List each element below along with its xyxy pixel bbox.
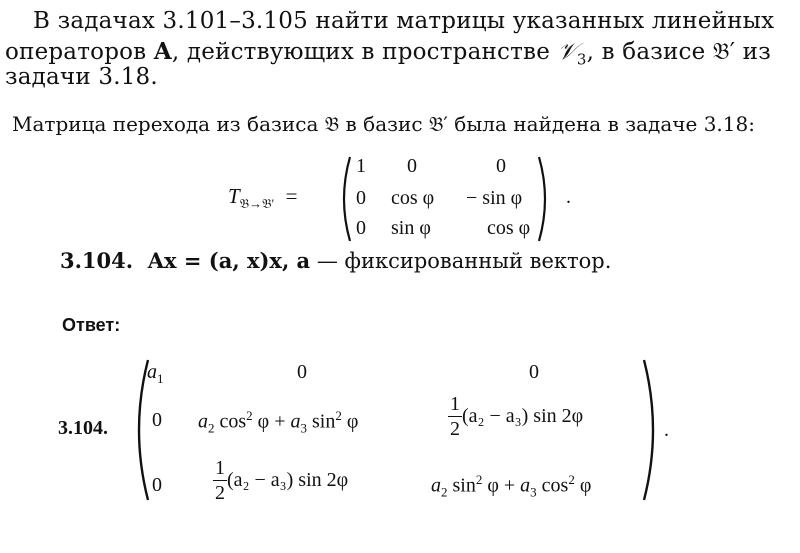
fraction-numerator: 1 <box>215 457 225 479</box>
basis-symbol: 𝔅′ <box>712 39 736 65</box>
t-cell-3-1: 0 <box>356 217 366 239</box>
right-paren-icon <box>537 155 553 243</box>
intro-text: , в базисе <box>586 39 713 65</box>
basis-symbol: 𝔅′ <box>428 112 448 136</box>
intro-text: из <box>735 39 771 65</box>
fraction-numerator: 1 <box>450 393 460 415</box>
a-cell-3-2 <box>213 458 348 503</box>
t-cell-2-3: − sin φ <box>466 187 523 209</box>
intro-line-3: задачи 3.18. <box>5 64 158 90</box>
expr-part: φ + <box>482 474 521 497</box>
t-cell-1-1: 1 <box>356 155 366 177</box>
t-cell-1-2: 0 <box>407 155 417 177</box>
matrix-subscript: 𝔅→𝔅′ <box>239 196 275 212</box>
a-cell-1-1 <box>147 361 164 387</box>
expr-part: φ + <box>252 410 291 433</box>
one-half-fraction <box>448 394 462 439</box>
space-symbol: 𝒱 <box>557 39 577 65</box>
func-cos: cos <box>536 474 569 497</box>
left-paren-icon <box>336 155 352 243</box>
problem-formula: Ax = (a, x)x, a <box>147 248 311 273</box>
power: 2 <box>475 472 483 487</box>
a-cell-3-3 <box>431 472 591 501</box>
coef-symbol: a <box>431 474 441 497</box>
expr-part: φ <box>574 474 592 497</box>
fraction-denominator: 2 <box>215 482 225 504</box>
power: 2 <box>246 408 253 423</box>
expr-part: (a₂ − a₃) sin 2φ <box>462 405 584 427</box>
problem-statement <box>60 248 611 273</box>
power: 2 <box>568 472 575 487</box>
matrix-symbol: T <box>228 184 240 208</box>
t-cell-2-1: 0 <box>356 187 366 209</box>
answer-number: 3.104. <box>58 417 108 439</box>
t-cell-3-3: cos φ <box>487 217 531 239</box>
t-cell-3-2: sin φ <box>391 217 431 239</box>
fraction-denominator: 2 <box>450 418 460 440</box>
transition-statement <box>12 112 755 136</box>
power: 2 <box>335 408 342 423</box>
a-cell-1-3: 0 <box>529 361 539 383</box>
coef-index: 1 <box>157 371 164 386</box>
operator-symbol: A <box>153 38 172 65</box>
coef-index: 2 <box>441 484 448 500</box>
t-cell-1-3: 0 <box>496 155 506 177</box>
statement-text: была найдена в задаче 3.18: <box>447 112 755 136</box>
a-period: . <box>664 419 669 441</box>
statement-text: Матрица перехода из базиса <box>12 112 325 136</box>
a-cell-2-1: 0 <box>152 409 162 431</box>
expr-part: (a₂ − a₃) sin 2φ <box>227 469 349 491</box>
expr-part: φ <box>341 410 359 433</box>
answer-label: Ответ: <box>62 315 121 335</box>
a-cell-2-2 <box>198 408 358 437</box>
problem-number: 3.104. <box>60 248 134 273</box>
coef-index: 2 <box>208 420 215 436</box>
a-cell-3-1: 0 <box>152 474 162 496</box>
statement-text: в базис <box>339 112 429 136</box>
a-cell-1-2: 0 <box>297 361 307 383</box>
problem-text: — фиксированный вектор. <box>310 249 612 273</box>
intro-text: операторов <box>5 39 154 65</box>
func-cos: cos <box>214 410 247 433</box>
basis-symbol: 𝔅 <box>324 112 340 136</box>
coef-symbol: a <box>290 410 301 433</box>
equals-sign: = <box>285 184 298 208</box>
coef-index: 3 <box>530 484 537 500</box>
right-paren-icon <box>642 358 664 502</box>
t-cell-2-2: cos φ <box>391 187 435 209</box>
func-sin: sin <box>447 474 476 497</box>
t-period: . <box>566 186 571 208</box>
coef-symbol: a <box>198 410 208 433</box>
transition-matrix-lhs <box>228 184 297 212</box>
a-cell-2-3 <box>448 394 583 439</box>
coef-index: 3 <box>300 420 307 436</box>
space-index: 3 <box>576 50 587 69</box>
intro-text: , действующих в пространстве <box>171 39 558 65</box>
coef-symbol: a <box>147 361 157 383</box>
func-sin: sin <box>307 410 336 433</box>
intro-line-1: В задачах 3.101–3.105 найти матрицы указанных линейных <box>33 8 775 34</box>
coef-symbol: a <box>520 474 531 497</box>
one-half-fraction <box>213 458 227 503</box>
